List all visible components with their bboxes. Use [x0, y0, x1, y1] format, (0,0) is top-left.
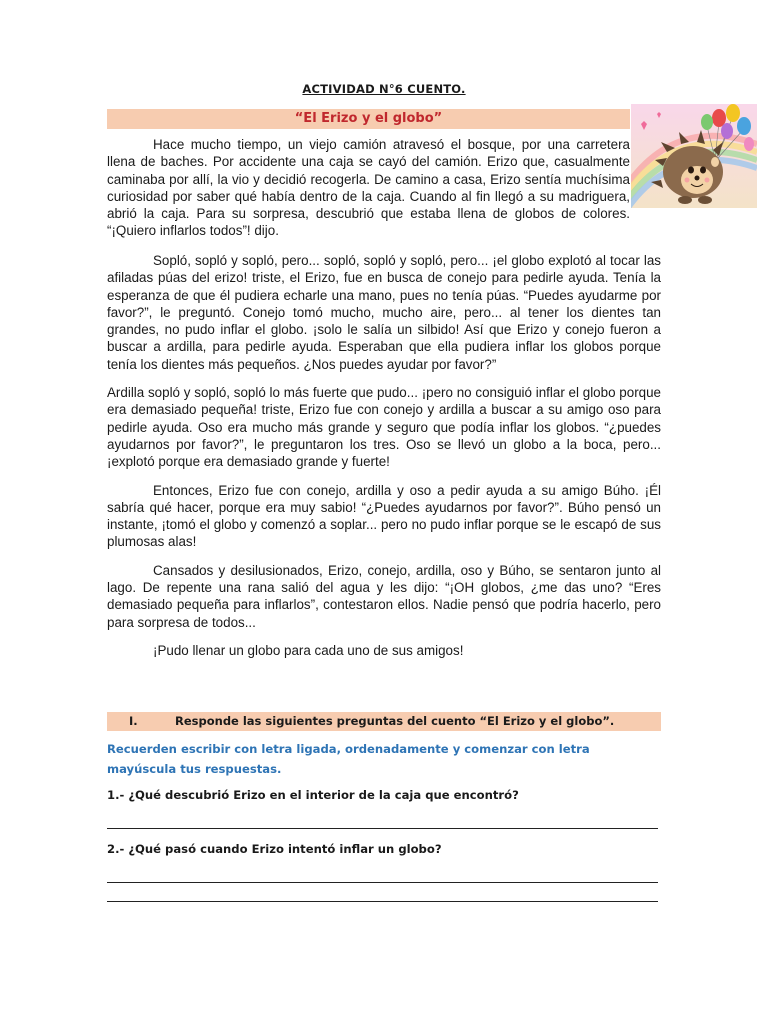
story-text — [107, 136, 630, 240]
instruction-text: Recuerden escribir con letra ligada, ordenadamente y comenzar con letra mayúscula tus respuestas. — [107, 742, 590, 776]
story-paragraph-3: Ardilla sopló y sopló, sopló lo más fuerte que pudo... ¡pero no consiguió inflar el globo porque era demasiado pequeña! triste, Erizo fue con conejo y ardilla a buscar a su amigo oso para pedirle ayuda. Oso era mucho más grande y seguro que podía inflar los globos. “¿puedes ayudarnos por favor?”, le preguntaron los tres. Oso se llevó un globo a la boca, pero... ¡explotó porque era demasiado grande y fuerte! — [107, 385, 661, 470]
story-title-band — [107, 109, 630, 129]
answer-line-1[interactable] — [107, 828, 658, 829]
question-1: 1.- ¿Qué descubrió Erizo en el interior de la caja que encontró? — [107, 788, 519, 802]
page-heading: ACTIVIDAD N°6 CUENTO. — [302, 82, 466, 96]
hedgehog-balloons-illustration — [631, 104, 757, 208]
story-paragraph-6: ¡Pudo llenar un globo para cada uno de sus amigos! — [153, 642, 464, 658]
answer-line-3[interactable] — [107, 901, 658, 902]
story-paragraph-1: Hace mucho tiempo, un viejo camión atravesó el bosque, por una carretera llena de baches. Por accidente una caja se cayó del camión. Erizo que, casualmente caminaba por allí, la vio y decidió recogerla. De camino a casa, Erizo sentía muchísima curiosidad por saber qué había dentro de la caja. Cuando al fin llegó a su madriguera, abrió la caja. Para su sorpresa, descubrió que estaba llena de globos de colores. “¡Quiero inflarlos todos”! dijo. — [107, 137, 630, 239]
section-title: Responde las siguientes preguntas del cuento “El Erizo y el globo”. — [175, 714, 615, 728]
question-2: 2.- ¿Qué pasó cuando Erizo intentó inflar un globo? — [107, 842, 442, 856]
section-heading — [107, 712, 661, 731]
story-text-wide — [107, 252, 661, 659]
story-paragraph-5: Cansados y desilusionados, Erizo, conejo, ardilla, oso y Búho, se sentaron junto al lago. De repente una rana salió del agua y les dijo: “¡OH globos, ¿me das uno? “Eres demasiado pequeña para inflarlos”, contestaron ellos. Nadie pensó que podría hacerlo, pero para sorpresa de todos... — [107, 562, 661, 630]
story-paragraph-2: Sopló, sopló y sopló, pero... sopló, sopló y sopló, pero... ¡el globo explotó al tocar las afiladas púas del erizo! triste, el Erizo, fue en busca de conejo para pedirle ayuda. Tenía la esperanza de que él pudiera echarle una mano, pues no tenía púas. “Puedes ayudarme por favor?”, le preguntó. Conejo tomó mucho, mucho aire, pero... al tener los dientes tan grandes, no pudo inflar el globo. ¡solo le salía un silbido! Así que Erizo y conejo fueron a buscar a ardilla, para pedirle ayuda. Esperaban que ella pudiera inflar los globos porque tenía los dientes más pequeños. ¿Nos puedes ayudar por favor?” — [107, 253, 661, 372]
section-number: I. — [129, 714, 138, 728]
answer-line-2[interactable] — [107, 882, 658, 883]
story-paragraph-4: Entonces, Erizo fue con conejo, ardilla y oso a pedir ayuda a su amigo Búho. ¡Él sabría qué hacer, porque era muy sabio! “¿Puedes ayudarnos por favor?”. Búho pensó un instante, ¡tomó el globo y comenzó a soplar... pero no pudo inflar porque se le escapó de sus plumosas alas! — [107, 482, 661, 550]
story-title: “El Erizo y el globo” — [294, 111, 443, 126]
